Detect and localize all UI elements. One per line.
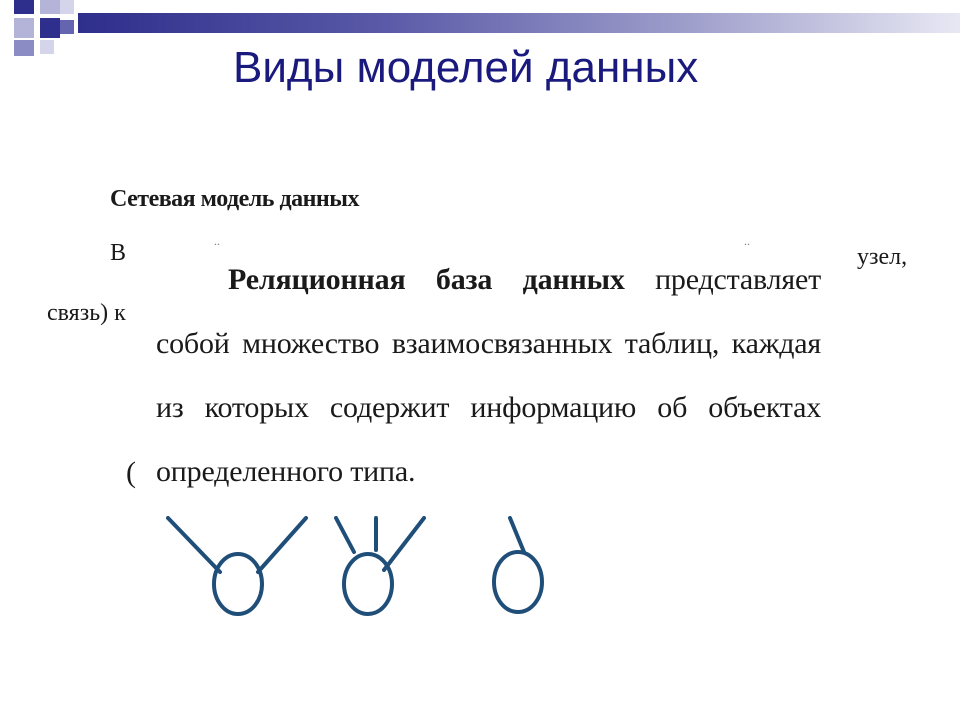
scan-artifact: .. (744, 234, 750, 248)
scan-artifact: .. (214, 234, 220, 248)
diagram-link (510, 518, 524, 552)
network-text-fragment: В (110, 240, 127, 266)
diagram-node (344, 554, 392, 614)
relational-db-term: Реляционная база данных (228, 263, 625, 296)
diagram-link (336, 518, 354, 552)
relational-db-description: представляет собой множество взаимосвязанных таблиц, каждая из которых содержит информацию об объектах определенного типа. (156, 263, 821, 488)
diagram-node (214, 554, 262, 614)
network-text-fragment: ( (126, 456, 136, 489)
network-text-fragment: узел, (857, 244, 908, 270)
diagram-node (494, 552, 542, 612)
relational-db-card (136, 248, 840, 516)
diagram-link (384, 518, 424, 570)
slide-title: Виды моделей данных (233, 43, 699, 92)
network-model-heading: Сетевая модель данных (110, 186, 359, 212)
relational-db-text (156, 248, 821, 504)
diagram-link (258, 518, 306, 572)
diagram-link (168, 518, 220, 572)
network-text-fragment: связь) к (47, 300, 126, 326)
